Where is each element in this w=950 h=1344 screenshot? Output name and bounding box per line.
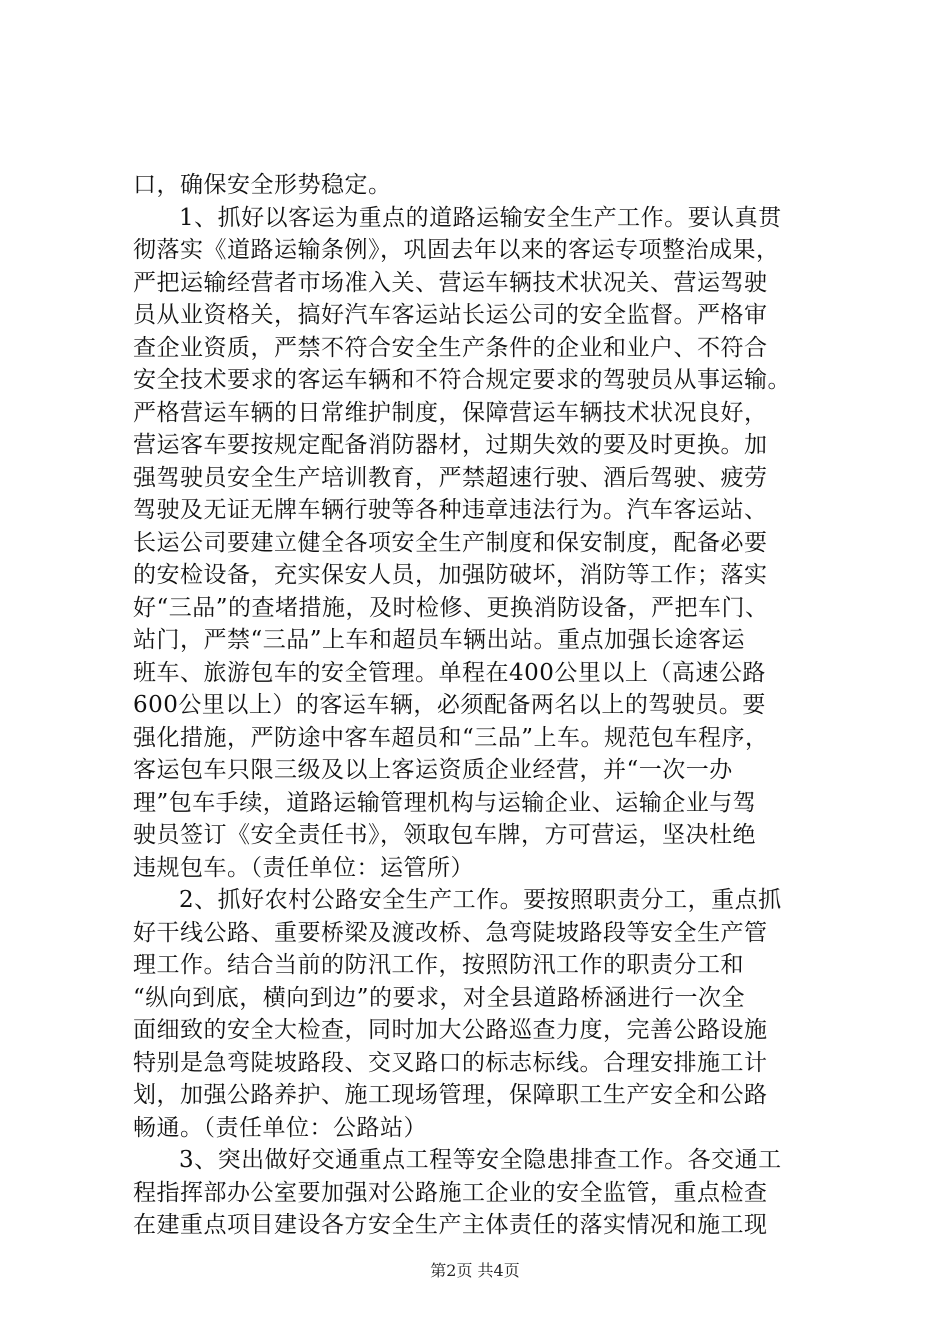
text-line: 口，确保安全形势稳定。	[133, 172, 392, 198]
text-line: 好“三品”的查堵措施，及时检修、更换消防设备，严把车门、	[133, 594, 769, 621]
text-line: 驾驶及无证无牌车辆行驶等各种违章违法行为。汽车客运站、	[133, 497, 768, 523]
document-body	[133, 169, 823, 1242]
text-line: “纵向到底，横向到边”的要求，对全县道路桥涵进行一次全	[133, 984, 746, 1011]
text-line: 长运公司要建立健全各项安全生产制度和保安制度，配备必要	[133, 529, 768, 556]
text-line: 班车、旅游包车的安全管理。单程在400公里以上（高速公路	[133, 659, 766, 686]
text-line: 的安检设备，充实保安人员，加强防破坏，消防等工作；落实	[133, 562, 768, 588]
text-line: 强化措施，严防途中客车超员和“三品”上车。规范包车程序，	[133, 724, 769, 751]
text-line: 600公里以上）的客运车辆，必须配备两名以上的驾驶员。要	[133, 692, 766, 718]
text-line: 站门，严禁“三品”上车和超员车辆出站。重点加强长途客运	[133, 627, 746, 653]
text-line: 员从业资格关，搞好汽车客运站长运公司的安全监督。严格审	[133, 302, 768, 328]
page-number-footer: 第2页 共4页	[430, 1261, 520, 1280]
text-line: 营运客车要按规定配备消防器材，过期失效的要及时更换。加	[133, 432, 768, 458]
text-line: 程指挥部办公室要加强对公路施工企业的安全监管，重点检查	[133, 1179, 768, 1206]
text-line: 强驾驶员安全生产培训教育，严禁超速行驶、酒后驾驶、疲劳	[133, 464, 768, 491]
text-line: 驶员签订《安全责任书》，领取包车牌，方可营运，坚决杜绝	[133, 822, 756, 848]
paragraph-2-start: 2、抓好农村公路安全生产工作。要按照职责分工，重点抓	[179, 887, 782, 913]
text-line: 面细致的安全大检查，同时加大公路巡查力度，完善公路设施	[133, 1017, 768, 1043]
paragraph-3-start: 3、突出做好交通重点工程等安全隐患排查工作。各交通工	[179, 1147, 782, 1173]
text-line: 客运包车只限三级及以上客运资质企业经营，并“一次一办	[133, 757, 733, 783]
text-line: 彻落实《道路运输条例》，巩固去年以来的客运专项整治成果，	[133, 237, 780, 263]
text-line: 划，加强公路养护、施工现场管理，保障职工生产安全和公路	[133, 1082, 768, 1108]
text-line: 查企业资质，严禁不符合安全生产条件的企业和业户、不符合	[133, 334, 768, 361]
text-line: 好干线公路、重要桥梁及渡改桥、急弯陡坡路段等安全生产管	[133, 919, 768, 946]
text-line: 严格营运车辆的日常维护制度，保障营运车辆技术状况良好，	[133, 399, 768, 426]
text-line: 安全技术要求的客运车辆和不符合规定要求的驾驶员从事运输。	[133, 367, 791, 393]
text-line: 特别是急弯陡坡路段、交叉路口的标志标线。合理安排施工计	[133, 1049, 768, 1076]
text-line: 畅通。（责任单位：公路站）	[133, 1114, 427, 1141]
text-line: 违规包车。（责任单位：运管所）	[133, 854, 474, 881]
paragraph-1-start: 1、抓好以客运为重点的道路运输安全生产工作。要认真贯	[179, 204, 782, 231]
text-line: 在建重点项目建设各方安全生产主体责任的落实情况和施工现	[133, 1212, 768, 1238]
text-line: 理”包车手续，道路运输管理机构与运输企业、运输企业与驾	[133, 789, 757, 816]
text-line: 严把运输经营者市场准入关、营运车辆技术状况关、营运驾驶	[133, 269, 768, 296]
text-line: 理工作。结合当前的防汛工作，按照防汛工作的职责分工和	[133, 952, 744, 978]
